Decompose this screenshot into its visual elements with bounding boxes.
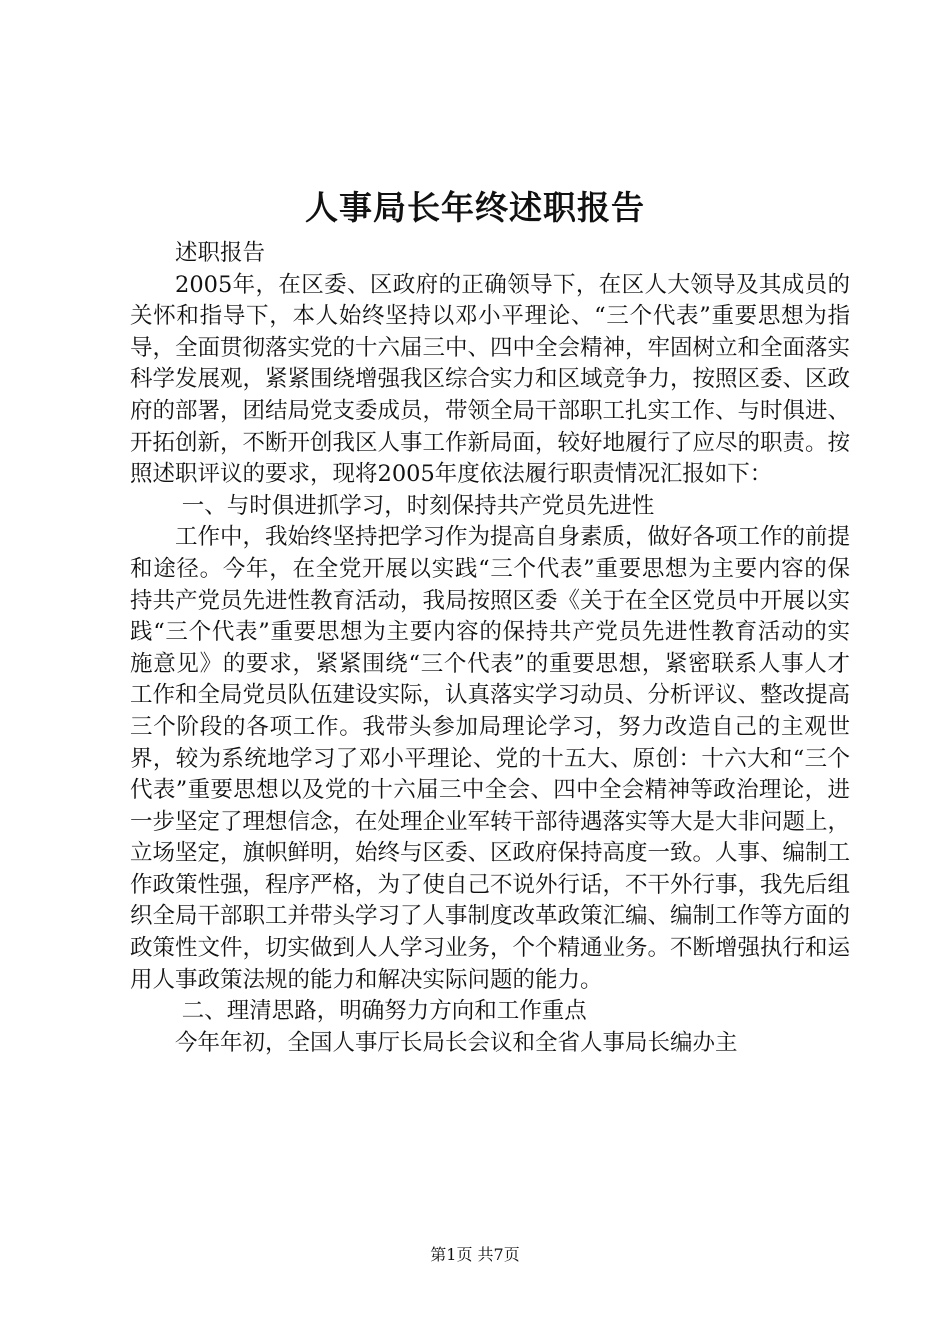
document-body — [130, 238, 850, 1059]
paragraph-intro: 2005年，在区委、区政府的正确领导下，在区人大领导及其成员的关怀和指导下，本人始终坚持以邓小平理论、“三个代表”重要思想为指导，全面贯彻落实党的十六届三中、四中全会精神，牢固树立和全面落实科学发展观，紧紧围绕增强我区综合实力和区域竞争力，按照区委、区政府的部署，团结局党支委成员，带领全局干部职工扎实工作、与时俱进、开拓创新，不断开创我区人事工作新局面，较好地履行了应尽的职责。按照述职评议的要求，现将2005年度依法履行职责情况汇报如下： — [130, 271, 851, 488]
document-title: 人事局长年终述职报告 — [305, 188, 645, 227]
paragraph-section-2: 今年年初，全国人事厅长局长会议和全省人事局长编办主 — [175, 1029, 738, 1056]
paragraph-section-1: 工作中，我始终坚持把学习作为提高自身素质，做好各项工作的前提和途径。今年，在全党开展以实践“三个代表”重要思想为主要内容的保持共产党员先进性教育活动，我局按照区委《关于在全区党员中开展以实践“三个代表”重要思想为主要内容的保持共产党员先进性教育活动的实施意见》的要求，紧紧围绕“三个代表”的重要思想，紧密联系人事人才工作和全局党员队伍建设实际，认真落实学习动员、分析评议、整改提高三个阶段的各项工作。我带头参加局理论学习，努力改造自己的主观世界，较为系统地学习了邓小平理论、党的十五大、原创：十六大和“三个代表”重要思想以及党的十六届三中全会、四中全会精神等政治理论，进一步坚定了理想信念，在处理企业军转干部待遇落实等大是大非问题上，立场坚定，旗帜鲜明，始终与区委、区政府保持高度一致。人事、编制工作政策性强，程序严格，为了使自己不说外行话，不干外行事，我先后组织全局干部职工并带头学习了人事制度改革政策汇编、编制工作等方面的政策性文件，切实做到人人学习业务，个个精通业务。不断增强执行和运用人事政策法规的能力和解决实际问题的能力。 — [130, 524, 851, 993]
section-heading-1: 一、与时俱进抓学习，时刻保持共产党员先进性 — [181, 492, 655, 519]
section-heading-2: 二、理清思路，明确努力方向和工作重点 — [181, 998, 587, 1025]
page-footer: 第1页 共7页 — [430, 1245, 520, 1264]
paragraph-subtitle: 述职报告 — [175, 240, 266, 266]
